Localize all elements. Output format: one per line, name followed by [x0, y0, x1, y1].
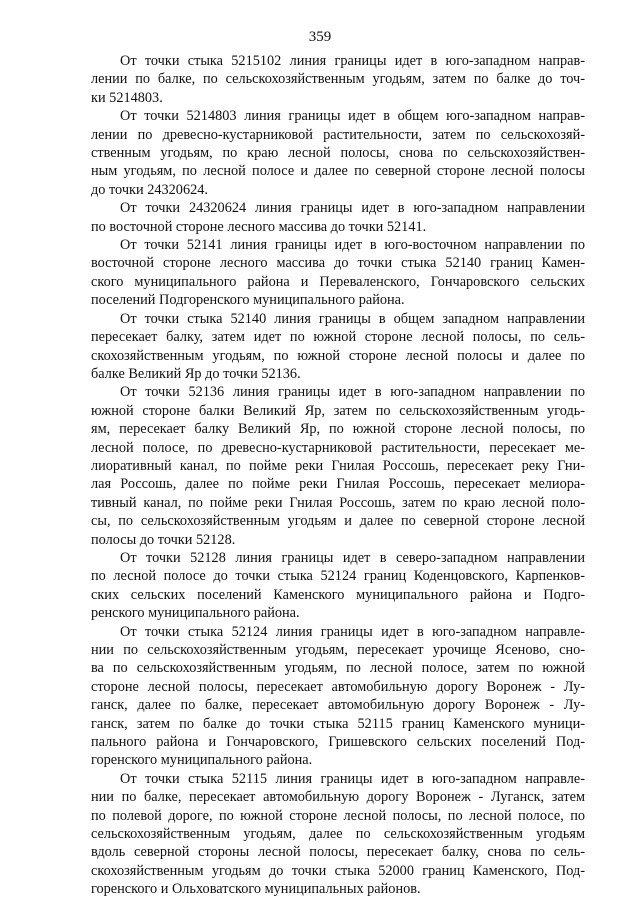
text-line: ского муниципального района и Переваленского, Гончаровского сельских	[91, 273, 585, 290]
text-line: горенского муниципального района.	[91, 752, 313, 769]
text-line: стороне лесной полосы, пересекает автомобильную дорогу Воронеж - Лу-	[91, 678, 585, 695]
paragraph	[91, 199, 585, 236]
paragraph	[91, 107, 585, 199]
text-line: От точки 52136 линия границы идет в юго-западном направлении по	[120, 384, 585, 401]
text-line: ва по сельскохозяйственным угодьям, по лесной полосе, затем по южной	[91, 660, 585, 677]
text-line: нии по сельскохозяйственным угодьям, пересекает урочище Ясеново, сно-	[91, 642, 585, 658]
text-line: ным угодьям, по лесной полосе и далее по северной стороне лесной полосы	[91, 163, 585, 180]
text-line: От точки стыка 5215102 линия границы идет в юго-западном направ-	[120, 53, 585, 69]
document-body	[91, 52, 585, 899]
text-line: ки 5214803.	[91, 89, 163, 106]
text-line: От точки 52141 линия границы идет в юго-восточном направлении по	[120, 237, 585, 254]
paragraph	[91, 236, 585, 310]
page-number: 359	[308, 29, 332, 45]
text-line: до точки 24320624.	[91, 181, 208, 198]
text-line: лении по балке, по сельскохозяйственным угодьям, затем по балке до точ-	[91, 71, 585, 88]
text-line: полосы до точки 52128.	[91, 531, 236, 548]
text-line: скохозяйственным угодьям до точки стыка 52000 границ Каменского, Под-	[91, 862, 585, 879]
text-line: ренского муниципального района.	[91, 605, 300, 622]
text-line: по полевой дороге, по южной стороне лесной полосы, по лесной полосе, по	[91, 807, 585, 824]
text-line: скохозяйственным угодьям, по южной стороне лесной полосы и далее по	[91, 347, 585, 364]
paragraph	[91, 770, 585, 899]
text-line: ских сельских поселений Каменского муниципального района и Подго-	[91, 586, 585, 603]
text-line: пального района и Гончаровского, Гришевского сельских поселений Под-	[91, 734, 585, 751]
text-line: пересекает балку, затем идет по южной стороне лесной полосы, по сель-	[91, 329, 585, 346]
text-line: нии по балке, пересекает автомобильную дорогу Воронеж - Луганск, затем	[91, 789, 585, 806]
text-line: ям, пересекает балку Великий Яр, по южной стороне лесной полосы, по	[91, 421, 585, 438]
text-line: восточной стороне лесного массива до точки стыка 52140 границ Камен-	[91, 255, 585, 272]
text-line: по лесной полосе до точки стыка 52124 границ Коденцовского, Карпенков-	[91, 568, 585, 585]
text-line: лесной полосе, по древесно-кустарниковой растительности, пересекает ме-	[91, 439, 585, 456]
text-line: южной стороне балки Великий Яр, затем по сельскохозяйственным угодь-	[91, 402, 585, 419]
text-line: тивный канал, по пойме реки Гнилая Россошь, затем по краю лесной поло-	[91, 494, 585, 511]
text-line: От точки стыка 52140 линия границы в общем западном направлении	[120, 310, 585, 327]
text-line: От точки стыка 52124 линия границы идет в юго-западном направле-	[120, 623, 585, 640]
text-line: От точки 5214803 линия границы идет в общем юго-западном направ-	[120, 108, 585, 125]
text-line: ганск, затем по балке до точки стыка 52115 границ Каменского муници-	[91, 715, 585, 732]
paragraph	[91, 383, 585, 549]
text-line: по восточной стороне лесного массива до точки 52141.	[91, 218, 427, 235]
text-line: поселений Подгоренского муниципального района.	[91, 292, 405, 309]
text-line: лая Россошь, далее по пойме реки Гнилая Россошь, пересекает мелиора-	[91, 476, 585, 493]
text-line: горенского и Ольховатского муниципальных районов.	[91, 881, 421, 898]
text-line: сельскохозяйственным угодьям, далее по сельскохозяйственным угодьям	[91, 826, 585, 843]
text-line: От точки 52128 линия границы идет в северо-западном направлении	[120, 549, 585, 566]
text-line: ганск, далее по балке, пересекает автомобильную дорогу Воронеж - Лу-	[91, 697, 585, 714]
text-line: От точки стыка 52115 линия границы идет в юго-западном направле-	[120, 770, 585, 787]
text-line: От точки 24320624 линия границы идет в юго-западном направлении	[120, 200, 585, 217]
text-line: вдоль северной стороны лесной полосы, пересекает балку, снова по сель-	[91, 844, 585, 861]
text-line: лиоративный канал, по пойме реки Гнилая Россошь, пересекает реку Гни-	[91, 457, 585, 474]
text-line: ственным угодьям, по краю лесной полосы, снова по сельскохозяйствен-	[91, 145, 585, 162]
paragraph	[91, 310, 585, 384]
text-line: лении по древесно-кустарниковой растительности, затем по сельскохозяй-	[91, 126, 585, 143]
paragraph	[91, 549, 585, 623]
paragraph	[91, 52, 585, 107]
text-line: сы, по сельскохозяйственным угодьям и далее по северной стороне лесной	[91, 513, 585, 530]
text-line: балке Великий Яр до точки 52136.	[91, 365, 301, 382]
paragraph	[91, 623, 585, 770]
